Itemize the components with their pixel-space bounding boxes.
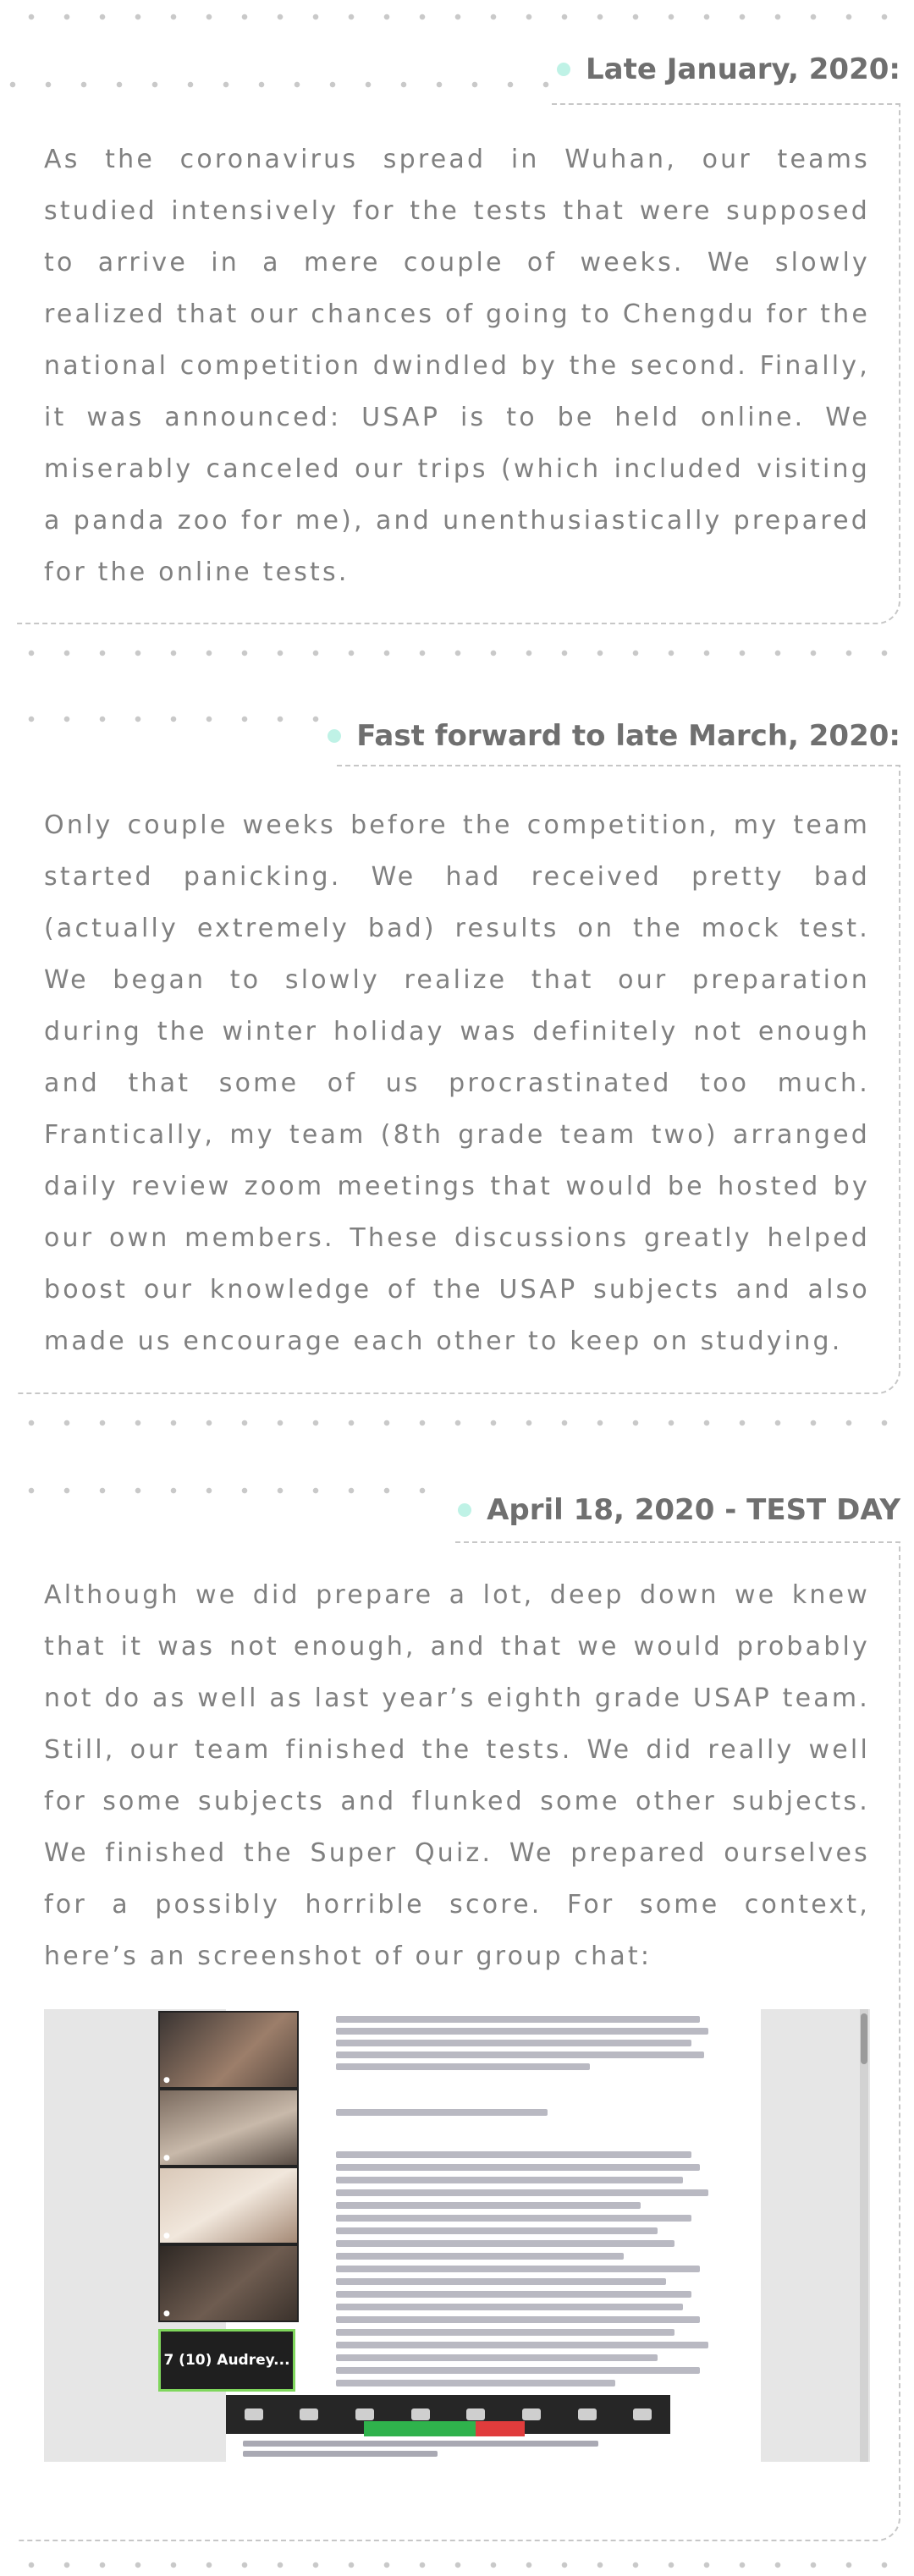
heading-text: April 18, 2020 - TEST DAY xyxy=(487,1493,900,1527)
section-heading xyxy=(328,719,900,753)
bullet-dot-icon xyxy=(458,1503,471,1517)
participant-count-tile[interactable]: 7 (10) Audrey... xyxy=(158,2329,295,2392)
annotate-icon[interactable] xyxy=(522,2408,541,2420)
scrollbar[interactable] xyxy=(860,2009,868,2462)
participant-video[interactable]: ● xyxy=(158,2011,299,2089)
section-heading xyxy=(458,1493,900,1527)
dot-row xyxy=(0,1480,449,1501)
stop-share-button[interactable] xyxy=(476,2421,525,2436)
heading-text: Fast forward to late March, 2020: xyxy=(356,719,900,753)
dot-row xyxy=(0,7,914,27)
dot-row xyxy=(0,709,330,729)
section-heading xyxy=(557,52,900,86)
bullet-dot-icon xyxy=(328,729,341,743)
more-icon[interactable] xyxy=(633,2408,652,2420)
scrollbar-thumb[interactable] xyxy=(861,2013,867,2064)
video-icon[interactable] xyxy=(300,2408,318,2420)
pause-icon[interactable] xyxy=(466,2408,485,2420)
section-paragraph: Only couple weeks before the competition, my team started panicking. We had received pretty bad (actually extremely bad) results on the mock test. We began to slowly realize that our preparation during the winter holiday was definitely not enough and that some of us procrastinated too much. Frantically, my team (8th grade team two) arranged daily review zoom meetings that would be hosted by our own members. These discussions greatly helped boost our knowledge of the USAP subjects and also made us encourage each other to keep on studying. xyxy=(44,810,870,1356)
group-chat-screenshot xyxy=(44,2009,870,2462)
mute-icon[interactable] xyxy=(245,2408,263,2420)
participant-video[interactable]: ● xyxy=(158,2244,299,2322)
share-icon[interactable] xyxy=(411,2408,430,2420)
dot-row xyxy=(0,643,914,663)
bullet-dot-icon xyxy=(557,63,570,76)
participant-video[interactable]: ● xyxy=(158,2089,299,2167)
section-paragraph: As the coronavirus spread in Wuhan, our teams studied intensively for the tests that were supposed to arrive in a mere couple of weeks. We slowly realized that our chances of going to Chengdu for the national competition dwindled by the second. Finally, it was announced: USAP is to be held online. We miserably canceled our trips (which included visiting a panda zoo for me), and unenthusiastically prepared for the online tests. xyxy=(44,145,870,587)
control-icon[interactable] xyxy=(578,2408,597,2420)
participants-icon[interactable] xyxy=(355,2408,374,2420)
participant-video[interactable]: ● xyxy=(158,2167,299,2244)
shared-document xyxy=(226,2009,761,2462)
section-paragraph: Although we did prepare a lot, deep down we knew that it was not enough, and that we would probably not do as well as last year’s eighth grade USAP team. Still, our team finished the tests. We did really well for some subjects and flunked some other subjects. We finished the Super Quiz. We prepared ourselves for a possibly horrible score. For some context, here’s an screenshot of our group chat: xyxy=(44,1580,870,1971)
heading-text: Late January, 2020: xyxy=(586,52,900,86)
dot-row xyxy=(0,74,550,95)
dot-row xyxy=(0,1413,914,1433)
dot-row xyxy=(0,2555,914,2575)
